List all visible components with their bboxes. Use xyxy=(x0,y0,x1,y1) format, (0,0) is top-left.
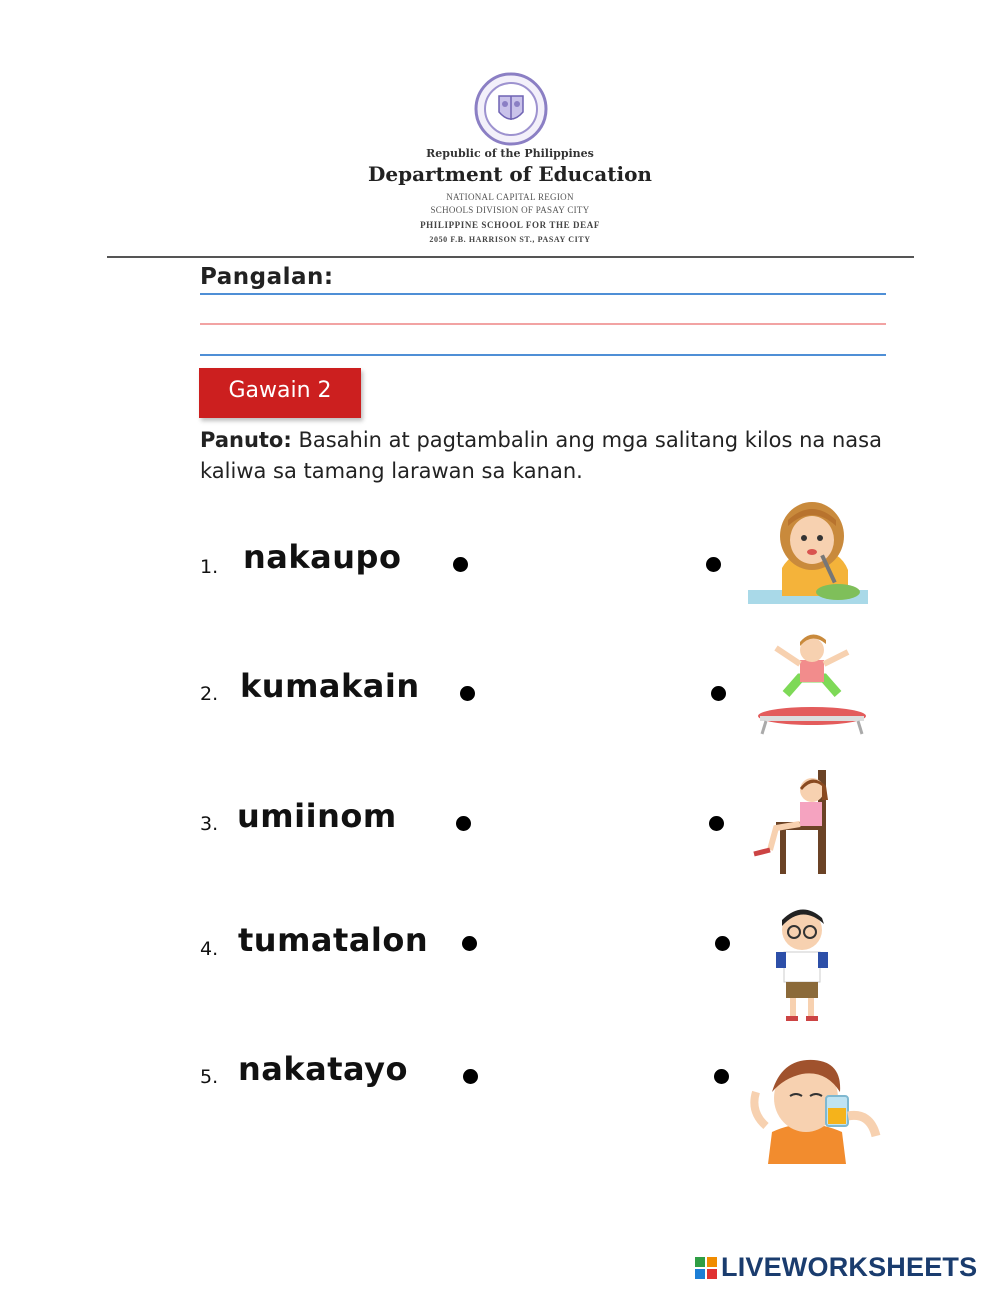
item-number: 5. xyxy=(200,1066,219,1088)
girl-jumping-trampoline-icon xyxy=(746,630,878,738)
girl-sitting-chair-icon xyxy=(740,766,872,874)
boy-drinking-icon xyxy=(742,1052,874,1160)
header-divider xyxy=(107,256,914,258)
item-word: nakaupo xyxy=(243,538,402,576)
match-dot-right[interactable] xyxy=(715,936,730,951)
item-word: tumatalon xyxy=(238,921,429,959)
directions-label: Panuto: xyxy=(200,428,292,452)
match-dot-left[interactable] xyxy=(462,936,477,951)
deped-seal-icon xyxy=(474,72,548,146)
match-dot-left[interactable] xyxy=(463,1069,478,1084)
match-dot-right[interactable] xyxy=(709,816,724,831)
match-dot-left[interactable] xyxy=(453,557,468,572)
directions-text: Basahin at pagtambalin ang mga salitang kilos na nasa kaliwa sa tamang larawan sa kanan. xyxy=(200,428,882,483)
header-region: NATIONAL CAPITAL REGION xyxy=(446,192,574,202)
header-division: SCHOOLS DIVISION OF PASAY CITY xyxy=(430,205,590,215)
liveworksheets-brand-text: LIVEWORKSHEETS xyxy=(721,1252,978,1282)
item-word: kumakain xyxy=(240,667,420,705)
name-writing-line[interactable] xyxy=(200,293,886,295)
match-dot-right[interactable] xyxy=(711,686,726,701)
activity-label: Gawain 2 xyxy=(228,378,332,403)
match-dot-right[interactable] xyxy=(714,1069,729,1084)
liveworksheets-logo-icon xyxy=(695,1257,717,1279)
boy-standing-icon xyxy=(752,906,884,1014)
match-dot-right[interactable] xyxy=(706,557,721,572)
match-dot-left[interactable] xyxy=(456,816,471,831)
item-number: 4. xyxy=(200,938,219,960)
item-word: nakatayo xyxy=(238,1050,408,1088)
item-number: 3. xyxy=(200,813,219,835)
header-school: PHILIPPINE SCHOOL FOR THE DEAF xyxy=(420,220,600,230)
item-word: umiinom xyxy=(237,797,397,835)
directions xyxy=(200,425,900,487)
name-writing-guide-line xyxy=(200,323,886,325)
girl-eating-icon xyxy=(742,498,874,606)
header-address: 2050 F.B. HARRISON ST., PASAY CITY xyxy=(429,235,591,244)
header-republic: Republic of the Philippines xyxy=(426,147,594,160)
name-writing-base-line xyxy=(200,354,886,356)
item-number: 2. xyxy=(200,683,219,705)
activity-tag xyxy=(199,368,361,418)
item-number: 1. xyxy=(200,556,219,578)
header-department: Department of Education xyxy=(368,162,652,186)
name-label: Pangalan: xyxy=(200,264,334,290)
match-dot-left[interactable] xyxy=(460,686,475,701)
